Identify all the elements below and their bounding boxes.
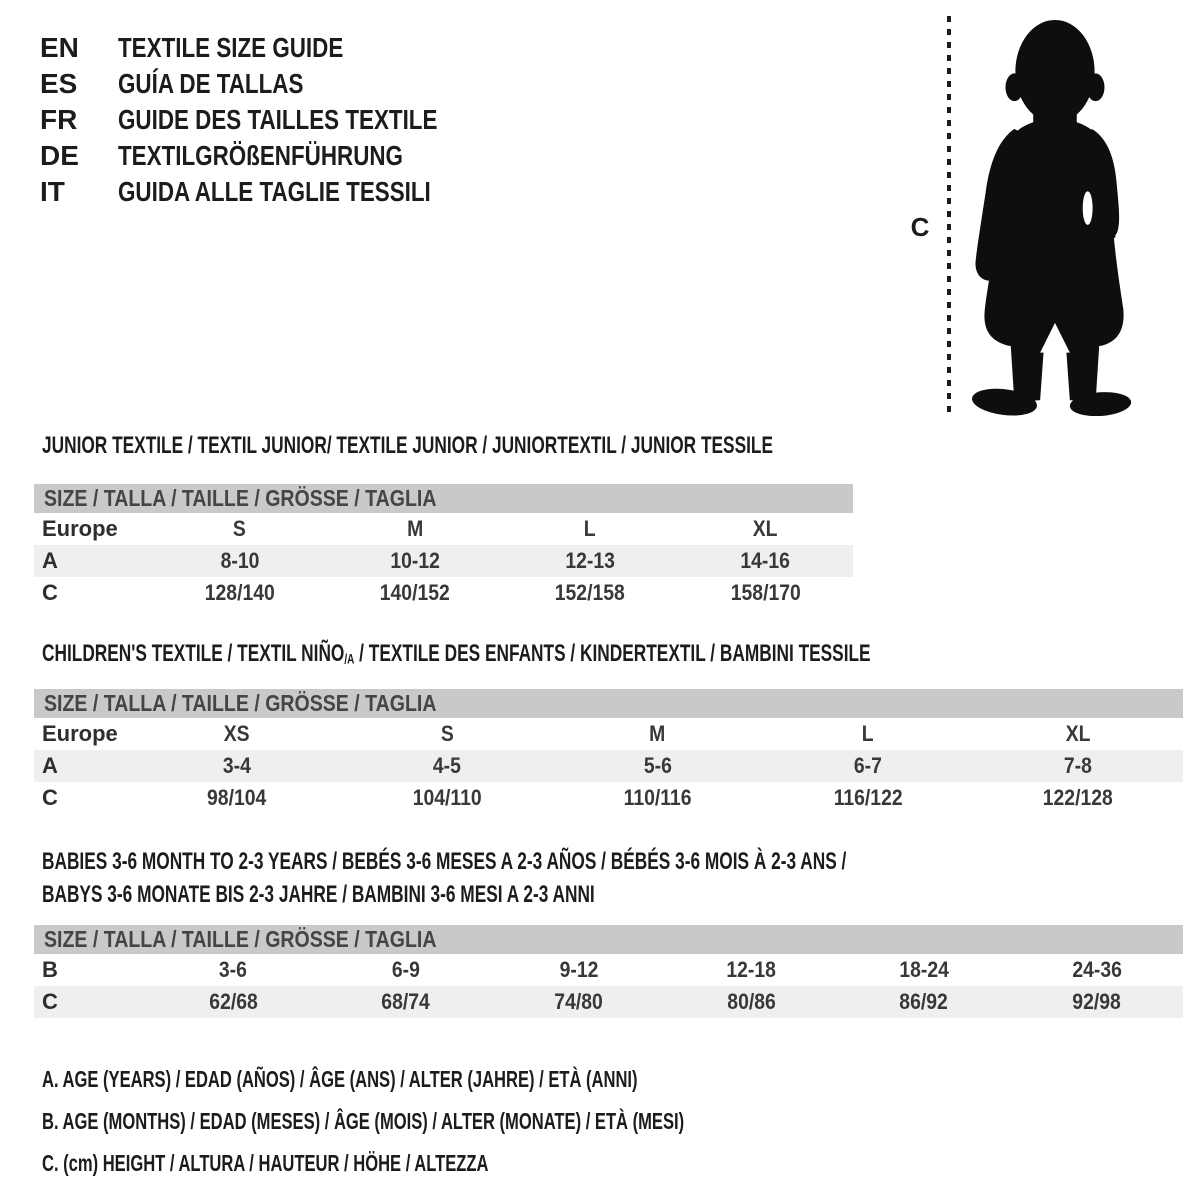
table-row-europe [34,513,853,545]
size-cell: 158/170 [730,580,801,605]
size-cell: 6-7 [853,753,882,778]
table-row-age [34,545,853,577]
table-row-height [34,782,1183,814]
children-size-table [34,689,1183,814]
language-title-list [40,30,517,210]
size-header-bar [34,925,1183,954]
toddler-silhouette-icon [958,14,1148,416]
size-cell: 4-5 [433,753,462,778]
size-cell: 110/116 [623,785,692,810]
size-cell: 74/80 [554,989,603,1014]
size-header-bar [34,689,1183,718]
size-cell: 6-9 [392,957,420,982]
language-code: EN [40,32,79,63]
size-cell: 128/140 [204,580,275,605]
row-label: B [42,957,58,982]
table-row-age-months [34,954,1183,986]
language-row [40,30,517,66]
size-cell: 10-12 [390,548,440,573]
row-label: Europe [42,721,118,746]
size-cell: 98/104 [207,785,267,810]
size-cell: 140/152 [379,580,450,605]
size-header-label: SIZE / TALLA / TAILLE / GRÖSSE / TAGLIA [44,690,437,716]
size-cell: 7-8 [1063,753,1092,778]
children-section-title: CHILDREN'S TEXTILE / TEXTIL $NIÑO_{/A}$ / TEXTILE DES ENFANTS / KINDERTEXTIL / BAMBINI TESSILE [42,640,871,667]
row-label: Europe [42,516,118,541]
row-label: C [42,989,58,1014]
junior-size-table [34,484,853,609]
nino-a-subscript: /A [344,650,355,667]
row-label: C [42,580,58,605]
language-code: FR [40,104,78,135]
babies-section-title-line2: BABYS 3-6 MONATE BIS 2-3 JAHRE / BAMBINI 3-6 MESI A 2-3 ANNI [42,881,595,908]
size-cell: 62/68 [209,989,258,1014]
size-cell: 104/110 [412,785,482,810]
size-header-label: SIZE / TALLA / TAILLE / GRÖSSE / TAGLIA [44,485,437,511]
row-label: C [42,785,58,810]
size-cell: 86/92 [899,989,949,1014]
language-code: ES [40,68,78,99]
table-row-age [34,750,1183,782]
table-row-height [34,986,1183,1018]
size-cell: XL [1065,721,1091,746]
size-cell: 5-6 [643,753,672,778]
row-label: A [42,753,58,778]
size-header-bar [34,484,853,513]
note-height-cm: C. (cm) HEIGHT / ALTURA / HAUTEUR / HÖHE / ALTEZZA [42,1150,489,1176]
size-cell: M [406,516,423,541]
babies-size-table [34,925,1183,1018]
language-row [40,138,517,174]
size-cell: 12-18 [726,957,777,982]
note-age-years: A. AGE (YEARS) / EDAD (AÑOS) / ÂGE (ANS) / ALTER (JAHRE) / ETÀ (ANNI) [42,1066,638,1092]
language-row [40,66,517,102]
size-cell: 9-12 [559,957,599,982]
language-row [40,102,517,138]
size-cell: 92/98 [1072,989,1121,1014]
table-row-europe [34,718,1183,750]
size-cell: 8-10 [220,548,259,573]
row-label: A [42,548,58,573]
size-cell: XL [753,516,778,541]
size-cell: 68/74 [381,989,431,1014]
size-cell: 12-13 [565,548,615,573]
note-age-months: B. AGE (MONTHS) / EDAD (MESES) / ÂGE (MOIS) / ALTER (MONATE) / ETÀ (MESI) [42,1108,685,1134]
size-cell: 18-24 [899,957,949,982]
size-cell: 3-4 [223,753,252,778]
size-cell: 3-6 [219,957,248,982]
size-cell: S [440,721,454,746]
babies-section-title-line1: BABIES 3-6 MONTH TO 2-3 YEARS / BEBÉS 3-6 MESES A 2-3 AÑOS / BÉBÉS 3-6 MOIS À 2-3 ANS / [42,848,847,875]
size-cell: 80/86 [727,989,776,1014]
guide-title: TEXTILE SIZE GUIDE [118,32,344,63]
size-cell: S [233,516,247,541]
size-header-label: SIZE / TALLA / TAILLE / GRÖSSE / TAGLIA [44,926,437,952]
guide-title: GUIDE DES TAILLES TEXTILE [118,104,438,135]
language-row [40,174,517,210]
size-cell: 24-36 [1071,957,1122,982]
language-code: DE [40,140,79,171]
size-cell: 116/122 [833,785,903,810]
size-cell: M [649,721,666,746]
guide-title: GUÍA DE TALLAS [118,68,304,99]
guide-title: GUIDA ALLE TAGLIE TESSILI [118,176,431,207]
height-measure-label: C [910,212,930,242]
size-cell: 122/128 [1042,785,1113,810]
height-dashed-line [947,16,951,416]
language-code: IT [40,176,65,207]
table-row-height [34,577,853,609]
size-cell: L [584,516,597,541]
guide-title: TEXTILGRÖßENFÜHRUNG [118,140,403,171]
size-cell: 152/158 [555,580,626,605]
junior-section-title: JUNIOR TEXTILE / TEXTIL JUNIOR/ TEXTILE JUNIOR / JUNIORTEXTIL / JUNIOR TESSILE [42,432,773,459]
size-cell: L [861,721,874,746]
size-cell: 14-16 [740,548,791,573]
size-cell: XS [224,721,251,746]
